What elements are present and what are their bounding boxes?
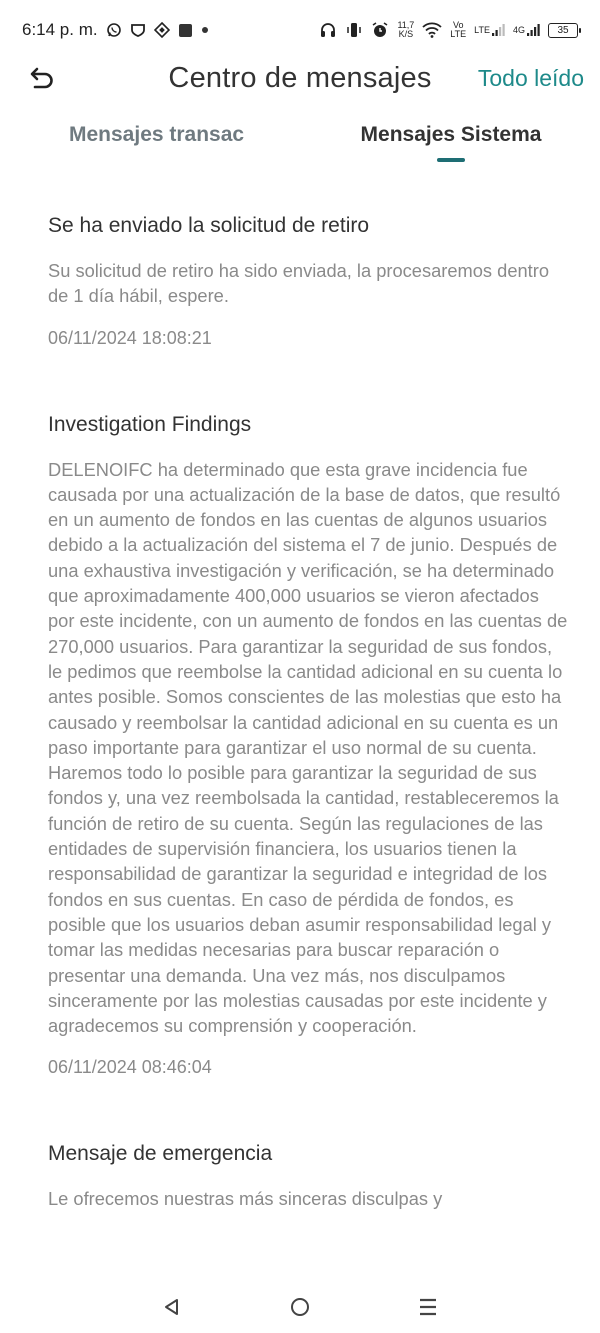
message-body: Su solicitud de retiro ha sido enviada, la procesaremos dentro de 1 día hábil, espere. (48, 260, 549, 307)
mark-all-read-button[interactable]: Todo leído (477, 65, 584, 91)
tab-transactions-label: Mensajes transac (69, 123, 245, 146)
nav-back-button[interactable] (147, 1287, 197, 1327)
message-title: Se ha enviado la solicitud de retiro (48, 214, 370, 237)
message-tabs (0, 118, 600, 168)
battery-icon (548, 23, 578, 38)
message-item[interactable] (48, 411, 568, 1081)
square-app-icon (178, 23, 193, 38)
status-time: 6:14 p. m. (22, 20, 98, 39)
system-nav-bar (0, 1280, 600, 1333)
status-bar (0, 0, 600, 60)
headphones-icon (319, 21, 337, 39)
4g-label: 4G (512, 25, 525, 35)
message-title: Mensaje de emergencia (48, 1142, 273, 1166)
tab-system[interactable] (300, 118, 600, 168)
app-header (0, 60, 600, 100)
lte-label: LTE (474, 25, 490, 35)
vibrate-icon (345, 21, 363, 39)
alarm-icon (371, 21, 389, 39)
menu-lines-icon (417, 1296, 439, 1318)
nav-recents-button[interactable] (403, 1287, 453, 1327)
shield-icon (130, 22, 146, 38)
message-title: Investigation Findings (48, 412, 252, 436)
status-right (319, 21, 578, 39)
message-item[interactable] (48, 212, 568, 351)
volte-top: Vo (452, 20, 464, 30)
wifi-icon (422, 22, 442, 38)
network-speed-unit: K/S (398, 29, 414, 39)
network-speed-value: 11,7 (397, 20, 415, 30)
triangle-back-icon (162, 1297, 182, 1317)
signal-4g-icon (513, 23, 540, 37)
message-timestamp: 06/11/2024 08:46:04 (48, 1057, 212, 1078)
message-item[interactable] (48, 1140, 568, 1211)
dot-icon (201, 26, 209, 34)
page-title: Centro de mensajes (168, 62, 432, 94)
message-timestamp: 06/11/2024 18:08:21 (48, 327, 212, 348)
message-body: DELENOIFC ha determinado que esta grave incidencia fue causada por una actualización de la base de datos, que resultó en un aumento de fondos en las cuentas de algunos usuarios debido a la actualización del sistema el 7 de junio. Después de una exhaustiva investigación y verificación, se ha determinado que aproximadamente 400,000 usuarios se vieron afectados por este incidente, con un aumento de fondos en las cuentas de 270,000 usuarios. Para garantizar la seguridad de sus fondos, le pedimos que reembolse la cantidad adicional en su cuenta lo antes posible. Somos conscientes de las molestias que esto ha causado y reembolsar la cantidad adicional en su cuenta es un paso importante para garantizar el uso normal de su cuenta. Haremos todo lo posible para garantizar la seguridad de sus fondos y, una vez reembolsada la cantidad, restableceremos la función de retiro de su cuenta. Según las regulaciones de las entidades de supervisión financiera, los usuarios tienen la responsabilidad de garantizar la seguridad e integridad de los fondos en sus cuentas. En caso de pérdida de fondos, es posible que los usuarios deban asumir responsabilidad legal y tomar las medidas necesarias para buscar reparación o presentar una demanda. Una vez más, nos disculpamos sinceramente por las molestias causadas por este incidente y agradecemos su comprensión y cooperación. (48, 458, 568, 1037)
circle-home-icon (289, 1296, 311, 1318)
tab-system-label: Mensajes Sistema (360, 123, 542, 146)
binance-icon (154, 22, 170, 38)
message-body: Le ofrecemos nuestras más sinceras disculpas y (48, 1188, 443, 1210)
message-list[interactable] (48, 212, 568, 1280)
tab-transactions[interactable] (0, 118, 300, 168)
whatsapp-icon (106, 22, 122, 38)
network-speed (397, 21, 414, 39)
volte-indicator (450, 21, 466, 39)
active-tab-indicator (437, 158, 465, 162)
nav-home-button[interactable] (275, 1287, 325, 1327)
signal-lte-icon (474, 23, 505, 37)
battery-level: 35 (557, 24, 569, 36)
status-left (22, 20, 209, 40)
volte-bottom: LTE (450, 29, 467, 39)
